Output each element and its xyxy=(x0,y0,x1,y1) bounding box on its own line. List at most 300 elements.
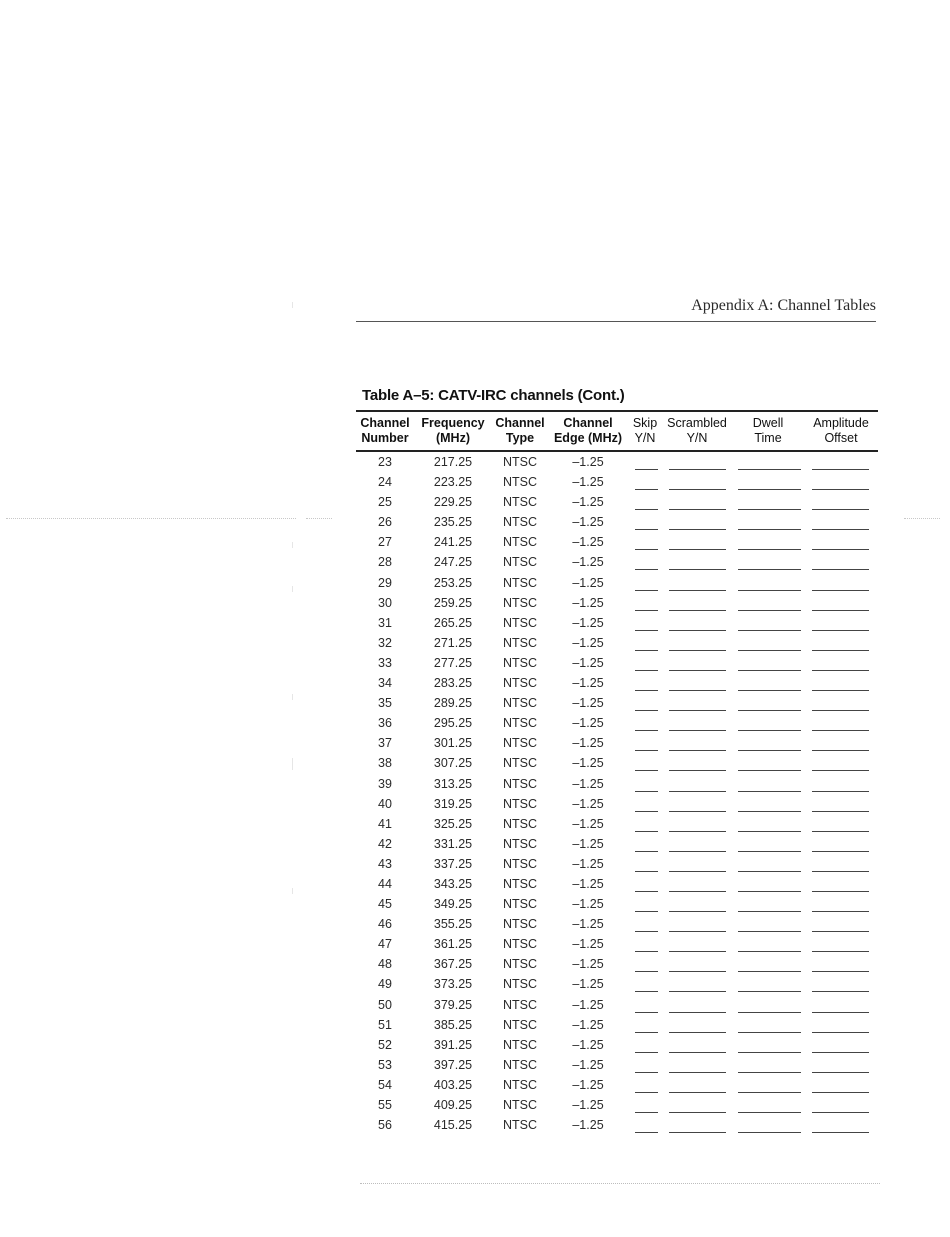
skip-blank xyxy=(635,871,658,872)
channel-number-cell: 54 xyxy=(378,1077,392,1092)
channel-type-cell: NTSC xyxy=(502,676,538,691)
skip-blank xyxy=(635,549,658,550)
scrambled-blank xyxy=(669,1072,726,1073)
channel-number-cell: 49 xyxy=(378,977,392,992)
skip-blank xyxy=(635,710,658,711)
amplitude-offset-blank xyxy=(812,1012,869,1013)
dwell-time-blank xyxy=(738,911,801,912)
table-row xyxy=(356,974,878,994)
channel-edge-cell: –1.25 xyxy=(572,816,604,831)
dwell-time-blank xyxy=(738,1052,801,1053)
margin-mark xyxy=(292,888,293,894)
table-row xyxy=(356,753,878,773)
column-header-channel-type xyxy=(489,416,551,446)
frequency-cell: 229.25 xyxy=(433,495,473,510)
channel-edge-cell: –1.25 xyxy=(572,796,604,811)
dwell-time-blank xyxy=(738,931,801,932)
scrambled-blank xyxy=(669,911,726,912)
channel-number-cell: 45 xyxy=(378,897,392,912)
channel-type-cell: NTSC xyxy=(502,796,538,811)
scrambled-blank xyxy=(669,569,726,570)
frequency-cell: 217.25 xyxy=(433,455,473,469)
footer-line xyxy=(360,1183,880,1184)
scrambled-blank xyxy=(669,489,726,490)
skip-blank xyxy=(635,951,658,952)
channel-table xyxy=(356,410,878,1135)
column-header-frequency xyxy=(418,416,488,446)
scrambled-blank xyxy=(669,509,726,510)
column-header-scrambled-line2: Y/N xyxy=(686,431,708,445)
scrambled-blank xyxy=(669,1052,726,1053)
table-header-row xyxy=(356,412,878,450)
channel-edge-cell: –1.25 xyxy=(572,856,604,871)
amplitude-offset-blank xyxy=(812,911,869,912)
channel-edge-cell: –1.25 xyxy=(572,1037,604,1052)
channel-type-cell: NTSC xyxy=(502,736,538,751)
scrambled-blank xyxy=(669,750,726,751)
dwell-time-blank xyxy=(738,791,801,792)
margin-mark xyxy=(292,302,293,308)
channel-edge-cell: –1.25 xyxy=(572,897,604,912)
column-header-dwell-time xyxy=(735,416,801,446)
dwell-time-blank xyxy=(738,831,801,832)
dwell-time-blank xyxy=(738,529,801,530)
channel-type-cell: NTSC xyxy=(502,1057,538,1072)
amplitude-offset-blank xyxy=(812,630,869,631)
skip-blank xyxy=(635,670,658,671)
channel-type-cell: NTSC xyxy=(502,1037,538,1052)
channel-number-cell: 24 xyxy=(378,475,392,490)
amplitude-offset-blank xyxy=(812,871,869,872)
margin-mark xyxy=(292,694,293,700)
skip-blank xyxy=(635,590,658,591)
channel-edge-cell: –1.25 xyxy=(572,455,604,469)
skip-blank xyxy=(635,831,658,832)
amplitude-offset-blank xyxy=(812,971,869,972)
table-row xyxy=(356,874,878,894)
channel-edge-cell: –1.25 xyxy=(572,575,604,590)
scrambled-blank xyxy=(669,1032,726,1033)
page-header-title: Appendix A: Channel Tables xyxy=(691,297,876,314)
amplitude-offset-blank xyxy=(812,549,869,550)
running-header xyxy=(356,297,876,322)
scrambled-blank xyxy=(669,1132,726,1133)
channel-edge-cell: –1.25 xyxy=(572,1098,604,1112)
skip-blank xyxy=(635,811,658,812)
channel-number-cell: 47 xyxy=(378,937,392,952)
dwell-time-blank xyxy=(738,650,801,651)
channel-number-cell: 51 xyxy=(378,1017,392,1032)
channel-edge-cell: –1.25 xyxy=(572,776,604,791)
channel-number-cell: 46 xyxy=(378,917,392,932)
channel-type-cell: NTSC xyxy=(502,575,538,590)
skip-blank xyxy=(635,610,658,611)
channel-type-cell: NTSC xyxy=(502,836,538,851)
dwell-time-blank xyxy=(738,730,801,731)
skip-blank xyxy=(635,1072,658,1073)
channel-type-cell: NTSC xyxy=(502,495,538,510)
skip-blank xyxy=(635,730,658,731)
table-row xyxy=(356,693,878,713)
dwell-time-blank xyxy=(738,770,801,771)
dwell-time-blank xyxy=(738,489,801,490)
scrambled-blank xyxy=(669,1112,726,1113)
column-header-channel-number-line2: Number xyxy=(361,431,409,445)
channel-type-cell: NTSC xyxy=(502,1017,538,1032)
table-row xyxy=(356,954,878,974)
channel-number-cell: 44 xyxy=(378,876,392,891)
channel-number-cell: 39 xyxy=(378,776,392,791)
amplitude-offset-blank xyxy=(812,991,869,992)
amplitude-offset-blank xyxy=(812,1092,869,1093)
amplitude-offset-blank xyxy=(812,590,869,591)
skip-blank xyxy=(635,750,658,751)
scrambled-blank xyxy=(669,630,726,631)
table-row xyxy=(356,673,878,693)
channel-number-cell: 40 xyxy=(378,796,392,811)
frequency-cell: 331.25 xyxy=(433,836,473,851)
skip-blank xyxy=(635,630,658,631)
channel-edge-cell: –1.25 xyxy=(572,535,604,550)
amplitude-offset-blank xyxy=(812,730,869,731)
amplitude-offset-blank xyxy=(812,569,869,570)
amplitude-offset-blank xyxy=(812,670,869,671)
scrambled-blank xyxy=(669,730,726,731)
frequency-cell: 397.25 xyxy=(433,1057,473,1072)
channel-number-cell: 27 xyxy=(378,535,392,550)
channel-number-cell: 38 xyxy=(378,756,392,771)
channel-edge-cell: –1.25 xyxy=(572,997,604,1012)
channel-type-cell: NTSC xyxy=(502,856,538,871)
channel-number-cell: 53 xyxy=(378,1057,392,1072)
column-header-channel-edge xyxy=(551,416,625,446)
skip-blank xyxy=(635,1092,658,1093)
frequency-cell: 301.25 xyxy=(433,736,473,751)
channel-edge-cell: –1.25 xyxy=(572,836,604,851)
amplitude-offset-blank xyxy=(812,529,869,530)
amplitude-offset-blank xyxy=(812,469,869,470)
channel-type-cell: NTSC xyxy=(502,716,538,731)
dwell-time-blank xyxy=(738,610,801,611)
channel-edge-cell: –1.25 xyxy=(572,1118,604,1133)
channel-edge-cell: –1.25 xyxy=(572,937,604,952)
frequency-cell: 283.25 xyxy=(433,676,473,691)
table-row xyxy=(356,854,878,874)
channel-number-cell: 31 xyxy=(378,615,392,630)
frequency-cell: 361.25 xyxy=(433,937,473,952)
table-row xyxy=(356,834,878,854)
column-header-channel-number xyxy=(355,416,415,446)
channel-number-cell: 35 xyxy=(378,696,392,711)
table-row xyxy=(356,1115,878,1135)
frequency-cell: 259.25 xyxy=(433,595,473,610)
amplitude-offset-blank xyxy=(812,710,869,711)
channel-edge-cell: –1.25 xyxy=(572,515,604,530)
amplitude-offset-blank xyxy=(812,1132,869,1133)
scan-dotted-line-right xyxy=(904,518,940,519)
column-header-dwell-time-line2: Time xyxy=(754,431,782,445)
scan-dotted-line-left xyxy=(6,518,296,519)
channel-number-cell: 28 xyxy=(378,555,392,570)
frequency-cell: 373.25 xyxy=(433,977,473,992)
channel-number-cell: 55 xyxy=(378,1098,392,1112)
frequency-cell: 343.25 xyxy=(433,876,473,891)
skip-blank xyxy=(635,1032,658,1033)
scrambled-blank xyxy=(669,831,726,832)
frequency-cell: 391.25 xyxy=(433,1037,473,1052)
table-row xyxy=(356,1055,878,1075)
amplitude-offset-blank xyxy=(812,811,869,812)
channel-type-cell: NTSC xyxy=(502,515,538,530)
dwell-time-blank xyxy=(738,1132,801,1133)
amplitude-offset-blank xyxy=(812,951,869,952)
skip-blank xyxy=(635,770,658,771)
table-row xyxy=(356,995,878,1015)
column-header-amplitude-offset-line2: Offset xyxy=(824,431,858,445)
channel-edge-cell: –1.25 xyxy=(572,1017,604,1032)
scrambled-blank xyxy=(669,991,726,992)
skip-blank xyxy=(635,791,658,792)
table-row xyxy=(356,633,878,653)
channel-number-cell: 43 xyxy=(378,856,392,871)
scrambled-blank xyxy=(669,529,726,530)
channel-edge-cell: –1.25 xyxy=(572,917,604,932)
skip-blank xyxy=(635,469,658,470)
scrambled-blank xyxy=(669,871,726,872)
column-header-frequency-line2: (MHz) xyxy=(435,431,470,445)
margin-mark xyxy=(292,542,293,548)
channel-edge-cell: –1.25 xyxy=(572,475,604,490)
scrambled-blank xyxy=(669,891,726,892)
frequency-cell: 379.25 xyxy=(433,997,473,1012)
table-row xyxy=(356,894,878,914)
amplitude-offset-blank xyxy=(812,1072,869,1073)
channel-type-cell: NTSC xyxy=(502,997,538,1012)
column-header-channel-edge-line1: Channel xyxy=(563,416,613,430)
channel-type-cell: NTSC xyxy=(502,977,538,992)
frequency-cell: 289.25 xyxy=(433,696,473,711)
table-row xyxy=(356,653,878,673)
column-header-skip xyxy=(627,416,663,446)
dwell-time-blank xyxy=(738,750,801,751)
channel-type-cell: NTSC xyxy=(502,816,538,831)
table-row xyxy=(356,1015,878,1035)
channel-number-cell: 42 xyxy=(378,836,392,851)
margin-mark xyxy=(292,758,293,770)
scrambled-blank xyxy=(669,549,726,550)
amplitude-offset-blank xyxy=(812,791,869,792)
channel-type-cell: NTSC xyxy=(502,535,538,550)
channel-type-cell: NTSC xyxy=(502,897,538,912)
scrambled-blank xyxy=(669,851,726,852)
scrambled-blank xyxy=(669,590,726,591)
column-header-channel-number-line1: Channel xyxy=(360,416,410,430)
table-body xyxy=(356,452,878,1135)
column-header-skip-line2: Y/N xyxy=(634,431,656,445)
skip-blank xyxy=(635,529,658,530)
scrambled-blank xyxy=(669,791,726,792)
channel-edge-cell: –1.25 xyxy=(572,1077,604,1092)
dwell-time-blank xyxy=(738,971,801,972)
amplitude-offset-blank xyxy=(812,891,869,892)
channel-type-cell: NTSC xyxy=(502,555,538,570)
dwell-time-blank xyxy=(738,951,801,952)
table-row xyxy=(356,492,878,512)
table-row xyxy=(356,1075,878,1095)
table-row xyxy=(356,573,878,593)
amplitude-offset-blank xyxy=(812,650,869,651)
column-header-frequency-line1: Frequency xyxy=(421,416,485,430)
channel-type-cell: NTSC xyxy=(502,876,538,891)
channel-number-cell: 23 xyxy=(378,455,392,469)
table-row xyxy=(356,1095,878,1115)
channel-number-cell: 52 xyxy=(378,1037,392,1052)
channel-edge-cell: –1.25 xyxy=(572,736,604,751)
frequency-cell: 241.25 xyxy=(433,535,473,550)
table-row xyxy=(356,452,878,472)
channel-edge-cell: –1.25 xyxy=(572,696,604,711)
frequency-cell: 265.25 xyxy=(433,615,473,630)
table-row xyxy=(356,472,878,492)
frequency-cell: 355.25 xyxy=(433,917,473,932)
frequency-cell: 313.25 xyxy=(433,776,473,791)
dwell-time-blank xyxy=(738,1112,801,1113)
frequency-cell: 223.25 xyxy=(433,475,473,490)
margin-mark xyxy=(292,586,293,592)
channel-number-cell: 56 xyxy=(378,1118,392,1133)
channel-number-cell: 36 xyxy=(378,716,392,731)
amplitude-offset-blank xyxy=(812,770,869,771)
channel-type-cell: NTSC xyxy=(502,635,538,650)
frequency-cell: 349.25 xyxy=(433,897,473,912)
scrambled-blank xyxy=(669,690,726,691)
scrambled-blank xyxy=(669,469,726,470)
channel-number-cell: 37 xyxy=(378,736,392,751)
scrambled-blank xyxy=(669,770,726,771)
dwell-time-blank xyxy=(738,891,801,892)
scrambled-blank xyxy=(669,710,726,711)
column-header-channel-edge-line2: Edge (MHz) xyxy=(553,431,623,445)
channel-number-cell: 25 xyxy=(378,495,392,510)
dwell-time-blank xyxy=(738,1032,801,1033)
skip-blank xyxy=(635,1012,658,1013)
dwell-time-blank xyxy=(738,1092,801,1093)
channel-type-cell: NTSC xyxy=(502,1118,538,1133)
skip-blank xyxy=(635,650,658,651)
column-header-scrambled xyxy=(663,416,731,446)
scrambled-blank xyxy=(669,971,726,972)
channel-type-cell: NTSC xyxy=(502,937,538,952)
scrambled-blank xyxy=(669,811,726,812)
table-row xyxy=(356,1035,878,1055)
channel-number-cell: 26 xyxy=(378,515,392,530)
skip-blank xyxy=(635,1132,658,1133)
skip-blank xyxy=(635,489,658,490)
skip-blank xyxy=(635,509,658,510)
channel-edge-cell: –1.25 xyxy=(572,555,604,570)
frequency-cell: 277.25 xyxy=(433,655,473,670)
amplitude-offset-blank xyxy=(812,750,869,751)
frequency-cell: 271.25 xyxy=(433,635,473,650)
column-header-channel-type-line1: Channel xyxy=(495,416,545,430)
frequency-cell: 253.25 xyxy=(433,575,473,590)
amplitude-offset-blank xyxy=(812,610,869,611)
table-row xyxy=(356,613,878,633)
channel-type-cell: NTSC xyxy=(502,595,538,610)
channel-edge-cell: –1.25 xyxy=(572,615,604,630)
channel-type-cell: NTSC xyxy=(502,455,538,469)
skip-blank xyxy=(635,991,658,992)
column-header-amplitude-offset xyxy=(806,416,876,446)
channel-type-cell: NTSC xyxy=(502,756,538,771)
skip-blank xyxy=(635,690,658,691)
dwell-time-blank xyxy=(738,690,801,691)
dwell-time-blank xyxy=(738,991,801,992)
frequency-cell: 337.25 xyxy=(433,856,473,871)
channel-type-cell: NTSC xyxy=(502,655,538,670)
scrambled-blank xyxy=(669,1012,726,1013)
amplitude-offset-blank xyxy=(812,1112,869,1113)
table-row xyxy=(356,914,878,934)
frequency-cell: 367.25 xyxy=(433,957,473,972)
channel-type-cell: NTSC xyxy=(502,957,538,972)
amplitude-offset-blank xyxy=(812,690,869,691)
amplitude-offset-blank xyxy=(812,831,869,832)
skip-blank xyxy=(635,931,658,932)
channel-type-cell: NTSC xyxy=(502,917,538,932)
amplitude-offset-blank xyxy=(812,1032,869,1033)
table-row xyxy=(356,512,878,532)
amplitude-offset-blank xyxy=(812,1052,869,1053)
skip-blank xyxy=(635,851,658,852)
channel-edge-cell: –1.25 xyxy=(572,1057,604,1072)
table-row xyxy=(356,593,878,613)
scrambled-blank xyxy=(669,610,726,611)
frequency-cell: 403.25 xyxy=(433,1077,473,1092)
channel-type-cell: NTSC xyxy=(502,475,538,490)
channel-edge-cell: –1.25 xyxy=(572,655,604,670)
skip-blank xyxy=(635,569,658,570)
channel-type-cell: NTSC xyxy=(502,615,538,630)
channel-number-cell: 48 xyxy=(378,957,392,972)
frequency-cell: 325.25 xyxy=(433,816,473,831)
skip-blank xyxy=(635,1052,658,1053)
dwell-time-blank xyxy=(738,811,801,812)
dwell-time-blank xyxy=(738,549,801,550)
column-header-skip-line1: Skip xyxy=(632,416,658,430)
skip-blank xyxy=(635,911,658,912)
frequency-cell: 415.25 xyxy=(433,1118,473,1133)
table-row xyxy=(356,814,878,834)
frequency-cell: 247.25 xyxy=(433,555,473,570)
frequency-cell: 385.25 xyxy=(433,1017,473,1032)
table-row xyxy=(356,713,878,733)
amplitude-offset-blank xyxy=(812,509,869,510)
channel-number-cell: 30 xyxy=(378,595,392,610)
dwell-time-blank xyxy=(738,630,801,631)
channel-edge-cell: –1.25 xyxy=(572,676,604,691)
dwell-time-blank xyxy=(738,871,801,872)
table-row xyxy=(356,552,878,572)
channel-type-cell: NTSC xyxy=(502,1077,538,1092)
column-header-channel-type-line2: Type xyxy=(505,431,535,445)
dwell-time-blank xyxy=(738,590,801,591)
frequency-cell: 409.25 xyxy=(433,1098,473,1112)
channel-number-cell: 33 xyxy=(378,655,392,670)
table-row xyxy=(356,934,878,954)
channel-number-cell: 32 xyxy=(378,635,392,650)
channel-edge-cell: –1.25 xyxy=(572,595,604,610)
